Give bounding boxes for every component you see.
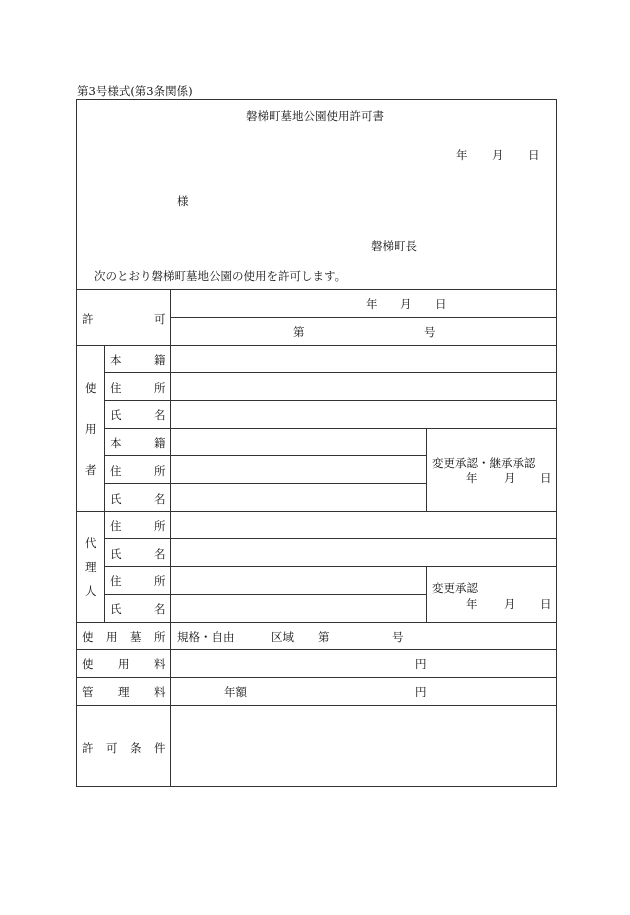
divider-management xyxy=(76,705,557,706)
user-line-4 xyxy=(104,455,426,456)
agent-line-1 xyxy=(104,538,557,539)
management-fee-unit: 円 xyxy=(415,685,427,699)
user-change-column-line xyxy=(426,428,427,511)
issue-date-year: 年 xyxy=(456,148,468,162)
frame-top xyxy=(76,99,557,100)
issue-date-month: 月 xyxy=(492,148,504,162)
agent-line-3 xyxy=(104,594,426,595)
frame-left xyxy=(76,99,77,787)
frame-bottom xyxy=(76,786,557,787)
agent-change-note: 変更承認 xyxy=(432,581,478,595)
usage-fee-unit: 円 xyxy=(415,657,427,671)
sub-label-column-line xyxy=(104,345,105,622)
divider-permit xyxy=(76,345,557,346)
divider-header xyxy=(76,289,557,290)
user-line-5 xyxy=(104,483,426,484)
frame-right xyxy=(556,99,557,787)
agent-change-column-line xyxy=(426,566,427,622)
user-line-1 xyxy=(104,372,557,373)
issuer: 磐梯町長 xyxy=(371,239,417,253)
statement: 次のとおり磐梯町墓地公園の使用を許可します。 xyxy=(94,269,347,283)
divider-user xyxy=(76,511,557,512)
user-change-note: 変更承認・継承承認 xyxy=(432,456,536,470)
form-number: 第3号様式(第3条関係) xyxy=(77,84,193,98)
management-fee-annual: 年額 xyxy=(224,685,247,699)
issue-date-day: 日 xyxy=(528,148,540,162)
divider-site xyxy=(76,649,557,650)
user-line-3 xyxy=(104,428,557,429)
divider-agent xyxy=(76,622,557,623)
divider-usage xyxy=(76,677,557,678)
user-line-2 xyxy=(104,400,557,401)
document-title: 磐梯町墓地公園使用許可書 xyxy=(246,109,384,123)
agent-line-2 xyxy=(104,566,557,567)
permit-inner-line xyxy=(170,317,557,318)
label-column-line xyxy=(170,289,171,787)
addressee-suffix: 様 xyxy=(177,194,189,208)
